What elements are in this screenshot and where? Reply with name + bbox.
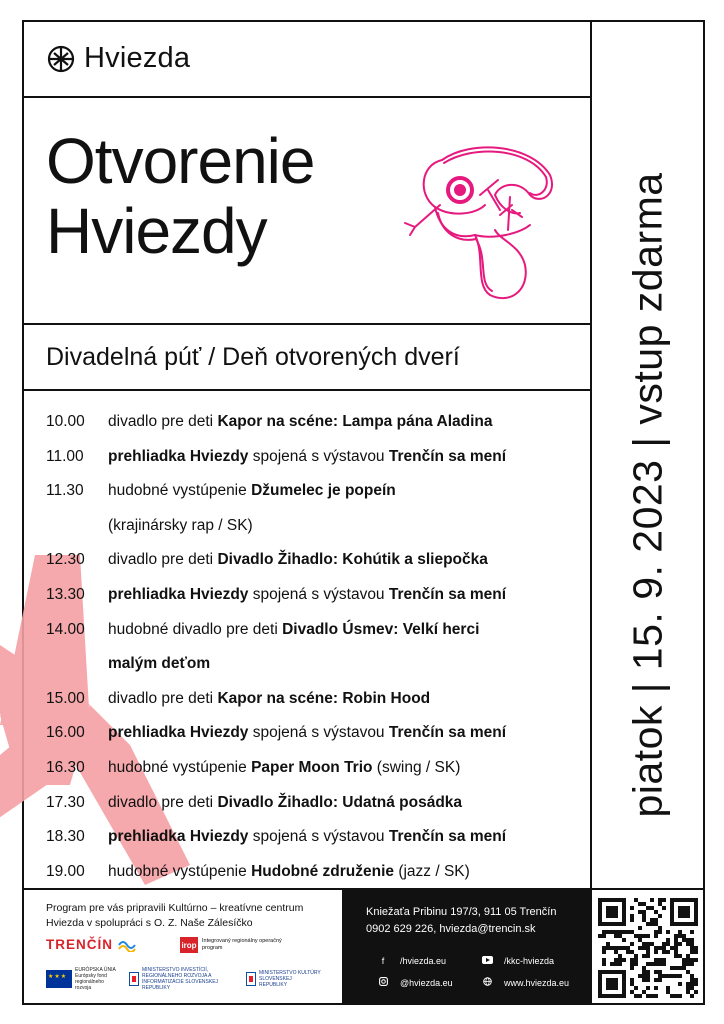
schedule-time: 13.30 <box>46 585 85 603</box>
divider-logo <box>22 96 592 98</box>
schedule-time <box>46 647 108 682</box>
sk-coat-icon <box>246 972 256 986</box>
schedule-highlight: Hudobné združenie <box>251 862 395 880</box>
irop-logo: irop Integrovaný regionálny operačný program <box>181 938 282 951</box>
schedule-highlight: Trenčín sa mení <box>388 585 507 603</box>
schedule-highlight: Divadlo Úsmev: Velkí herci <box>282 620 480 638</box>
contact-info <box>366 904 556 938</box>
trencin-mark-icon <box>118 938 136 952</box>
schedule-highlight: Divadlo Žihadlo: Kohútik a sliepočka <box>217 551 488 569</box>
schedule-row <box>46 613 586 648</box>
schedule-text: spojená s výstavou <box>248 447 389 465</box>
schedule-time: 11.30 <box>46 482 84 500</box>
schedule-text: spojená s výstavou <box>248 585 389 603</box>
schedule-row <box>46 578 586 613</box>
page-title <box>46 126 314 266</box>
eu-logo: ★★★ EURÓPSKA ÚNIA Európsky fond regionálneho rozvoja <box>46 967 121 991</box>
schedule-row <box>46 716 586 751</box>
organizer-note: Program pre vás pripravili Kultúrno – kreatívne centrum Hviezda v spolupráci s O. Z. Naše Zálesíčko <box>46 902 304 929</box>
schedule-text: hudobné vystúpenie <box>108 758 252 776</box>
trencin-logo: TRENČÍN <box>46 937 136 952</box>
schedule-highlight: prehliadka Hviezdy <box>108 724 249 742</box>
schedule-time: 12.30 <box>46 551 85 569</box>
hviezda-logo-icon <box>46 44 76 74</box>
schedule-row <box>46 509 586 544</box>
youtube-icon <box>482 956 492 966</box>
schedule-text: spojená s výstavou <box>248 828 389 846</box>
schedule-highlight: Paper Moon Trio <box>251 758 373 776</box>
schedule-time: 16.30 <box>46 758 85 776</box>
schedule-highlight: Džumelec je popeín <box>251 482 396 500</box>
facebook-link[interactable]: f /hviezda.eu <box>378 956 482 966</box>
schedule-description <box>108 786 462 821</box>
schedule-highlight: Kapor na scéne: Lampa pána Aladina <box>217 413 493 430</box>
schedule-time: 11.00 <box>46 447 84 465</box>
eu-flag-icon <box>46 970 72 988</box>
schedule-text: (swing / SK) <box>372 758 461 776</box>
instagram-link[interactable]: @hviezda.eu <box>378 977 482 988</box>
pink-character-doodle <box>380 135 560 310</box>
schedule-description <box>108 405 493 440</box>
ministry-investment-logo: MINISTERSTVO INVESTÍCIÍ, REGIONÁLNEHO ROZVOJA A INFORMATIZÁCIE SLOVENSKEJ REPUBLIKY <box>129 967 238 991</box>
sponsor-logos <box>46 967 321 991</box>
schedule-time: 10.00 <box>46 413 85 430</box>
brand-name: Hviezda <box>84 42 191 74</box>
youtube-link[interactable]: /kkc-hviezda <box>482 956 592 966</box>
title-line-2: Hviezdy <box>46 195 267 267</box>
schedule-highlight: malým deťom <box>108 655 211 673</box>
schedule-highlight: prehliadka Hviezdy <box>108 585 249 603</box>
globe-icon <box>482 977 492 988</box>
schedule-description <box>108 855 470 890</box>
schedule-description <box>108 474 396 509</box>
schedule-row <box>46 440 586 475</box>
social-links <box>378 956 592 988</box>
schedule-highlight: Trenčín sa mení <box>388 724 507 742</box>
event-subtitle: Divadelná púť / Deň otvorených dverí <box>46 343 460 371</box>
schedule-text: divadlo pre deti <box>108 793 218 811</box>
schedule-highlight: Divadlo Žihadlo: Udatná posádka <box>217 793 463 811</box>
date-banner-text: piatok | 15. 9. 2023 | vstup zdarma <box>624 172 670 818</box>
schedule-text: hudobné divadlo pre deti <box>108 620 283 638</box>
schedule-text: spojená s výstavou <box>248 724 389 742</box>
divider-subtitle <box>22 389 592 391</box>
schedule-description <box>108 647 210 682</box>
schedule-highlight: Kapor na scéne: Robin Hood <box>217 689 431 707</box>
schedule-text: (krajinársky rap / SK) <box>108 516 253 534</box>
schedule-description <box>108 440 506 475</box>
schedule-row <box>46 820 586 855</box>
schedule-description <box>108 578 506 613</box>
schedule-text: divadlo pre deti <box>108 551 218 569</box>
schedule-row <box>46 474 586 509</box>
ministry-culture-logo: MINISTERSTVO KULTÚRY SLOVENSKEJ REPUBLIKY <box>246 970 321 988</box>
organizer-info <box>24 893 342 1003</box>
schedule-time: 18.30 <box>46 828 85 846</box>
contact-panel <box>342 890 590 1005</box>
qr-code[interactable] <box>598 898 698 998</box>
schedule-description <box>108 820 506 855</box>
schedule-time: 14.00 <box>46 620 85 638</box>
schedule-description <box>108 613 479 648</box>
schedule-text: divadlo pre deti <box>108 413 218 430</box>
schedule-highlight: prehliadka Hviezdy <box>108 447 249 465</box>
website-link[interactable]: www.hviezda.eu <box>482 977 592 988</box>
schedule-time: 19.00 <box>46 862 85 880</box>
instagram-icon <box>378 977 388 988</box>
program-schedule <box>46 405 586 889</box>
schedule-row <box>46 543 586 578</box>
schedule-row <box>46 647 586 682</box>
schedule-time: 15.00 <box>46 689 85 707</box>
date-banner <box>592 100 703 890</box>
schedule-text: (jazz / SK) <box>394 862 470 880</box>
schedule-row <box>46 855 586 890</box>
schedule-highlight: Trenčín sa mení <box>388 447 507 465</box>
title-line-1: Otvorenie <box>46 125 315 197</box>
facebook-icon: f <box>381 956 385 966</box>
schedule-time: 17.30 <box>46 793 85 811</box>
divider-title <box>22 323 592 325</box>
schedule-time: 16.00 <box>46 724 85 742</box>
schedule-description <box>108 716 506 751</box>
schedule-description <box>108 543 488 578</box>
address: Kniežaťa Pribinu 197/3, 911 05 Trenčín <box>366 906 557 918</box>
schedule-description <box>108 751 460 786</box>
brand-logo <box>46 42 190 75</box>
schedule-row <box>46 405 586 440</box>
schedule-highlight: prehliadka Hviezdy <box>108 828 249 846</box>
schedule-row <box>46 786 586 821</box>
schedule-text: hudobné vystúpenie <box>108 482 252 500</box>
schedule-text: hudobné vystúpenie <box>108 862 252 880</box>
schedule-row <box>46 682 586 717</box>
schedule-row <box>46 751 586 786</box>
sk-coat-icon <box>129 972 139 986</box>
schedule-time <box>46 509 108 544</box>
schedule-description <box>108 682 430 717</box>
schedule-description <box>108 509 253 544</box>
phone-email[interactable]: 0902 629 226, hviezda@trencin.sk <box>366 923 536 935</box>
schedule-text: divadlo pre deti <box>108 689 218 707</box>
schedule-highlight: Trenčín sa mení <box>388 828 507 846</box>
